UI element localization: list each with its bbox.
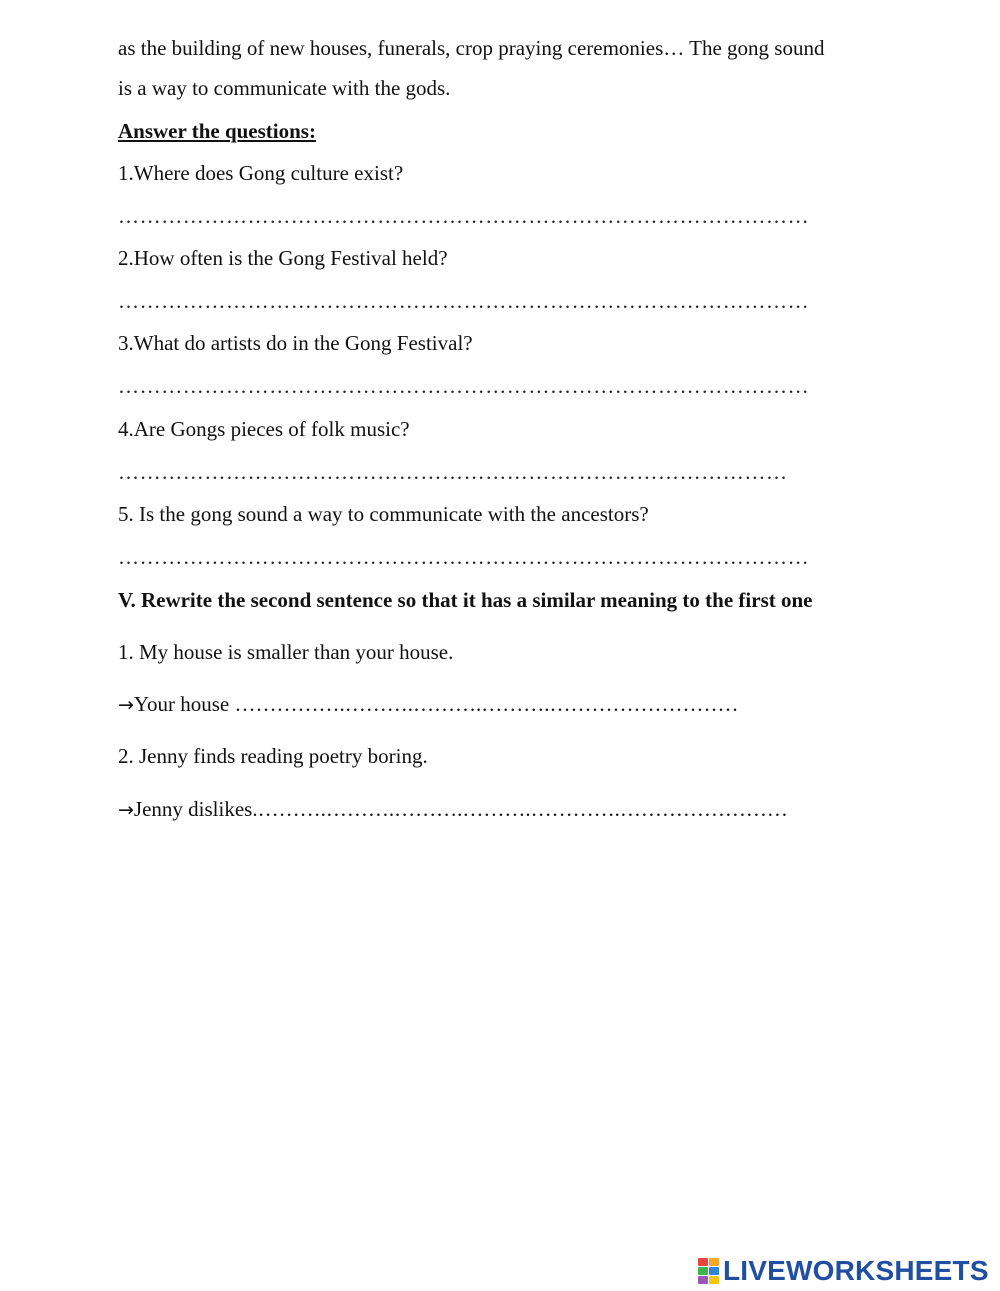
rewrite-sentence-2: 2. Jenny finds reading poetry boring. <box>118 744 428 768</box>
logo-mark-block <box>709 1276 719 1284</box>
arrow-right-icon: → <box>118 694 134 716</box>
logo-mark-icon <box>698 1258 719 1284</box>
rewrite-prompt-2[interactable] <box>118 796 788 823</box>
question-1: 1.Where does Gong culture exist? <box>118 161 404 185</box>
logo-mark-block <box>698 1276 708 1284</box>
arrow-right-icon: → <box>118 799 134 821</box>
question-5: 5. Is the gong sound a way to communicate with the ancestors? <box>118 502 649 526</box>
answer-line-3[interactable]: …………………………………………………………………………………… <box>118 374 810 398</box>
question-3: 3.What do artists do in the Gong Festival? <box>118 331 473 355</box>
logo-mark-block <box>709 1258 719 1266</box>
rewrite-prompt-1-text: Your house …………….……….……….……….……………………… <box>133 692 739 716</box>
logo-mark-block <box>709 1267 719 1275</box>
answer-line-2[interactable]: …………………………………………………………………………………… <box>118 289 810 313</box>
question-4: 4.Are Gongs pieces of folk music? <box>118 417 410 441</box>
answer-line-5[interactable]: …………………………………………………………………………………… <box>118 545 810 569</box>
answer-line-4[interactable]: ………………………………………………………………………………… <box>118 460 788 484</box>
logo-mark-block <box>698 1267 708 1275</box>
liveworksheets-logo <box>698 1256 989 1286</box>
logo-text: LIVEWORKSHEETS <box>723 1255 989 1286</box>
logo-mark-block <box>698 1258 708 1266</box>
section-v-heading: V. Rewrite the second sentence so that it has a similar meaning to the first one <box>118 588 813 612</box>
answer-line-1[interactable]: …………………………………………………………………………………… <box>118 204 810 228</box>
rewrite-prompt-1[interactable] <box>118 691 738 718</box>
passage-line-2: is a way to communicate with the gods. <box>118 76 451 100</box>
passage-line-1: as the building of new houses, funerals, crop praying ceremonies… The gong sound <box>118 36 825 60</box>
question-2: 2.How often is the Gong Festival held? <box>118 246 448 270</box>
answer-questions-heading: Answer the questions: <box>118 119 316 143</box>
rewrite-prompt-2-text: Jenny dislikes.……….……….……….……….………….…………………… <box>133 797 788 821</box>
rewrite-sentence-1: 1. My house is smaller than your house. <box>118 640 454 664</box>
